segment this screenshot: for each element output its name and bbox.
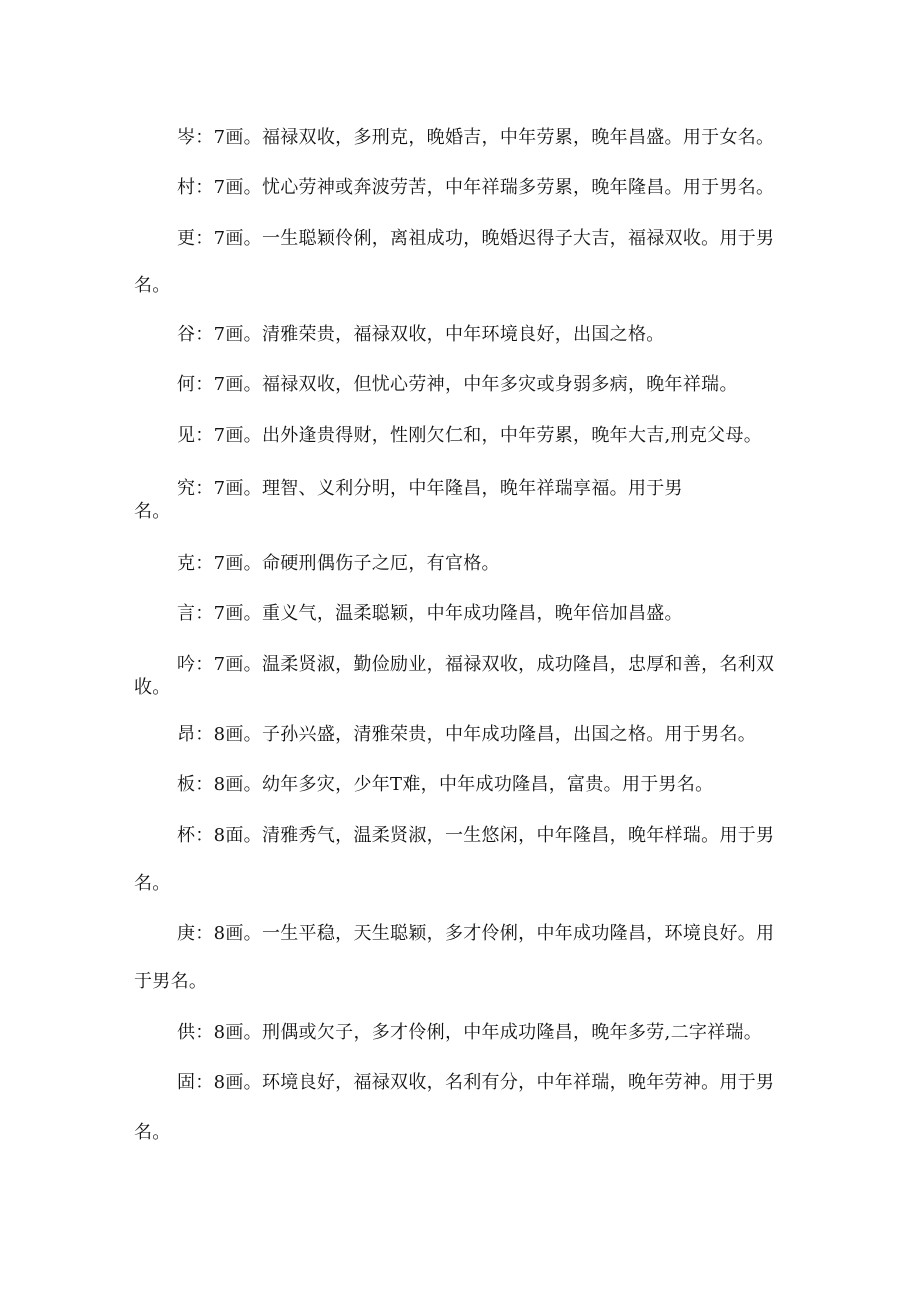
entry-jiu: 究：7画。理智、义利分明，中年隆昌，晚年祥瑞享福。用于男 bbox=[177, 478, 683, 499]
entry-geng2-continuation: 于男名。 bbox=[134, 971, 208, 992]
entry-ang: 昂：8画。子孙兴盛，清雅荣贵，中年成功隆昌，出国之格。用于男名。 bbox=[177, 724, 757, 745]
entry-geng: 更：7画。一生聪颖伶俐，离祖成功，晚婚迟得子大吉，福禄双收。用于男 bbox=[177, 228, 775, 249]
entry-yin: 吟：7画。温柔贤淑，勤俭励业，福禄双收，成功隆昌，忠厚和善，名利双 bbox=[177, 654, 775, 675]
entry-he: 何：7画。福禄双收，但忧心劳神，中年多灾或身弱多病，晚年祥瑞。 bbox=[177, 374, 738, 395]
entry-gu2: 固：8画。环境良好，福禄双收，名利有分，中年祥瑞，晚年劳神。用于男 bbox=[177, 1072, 775, 1093]
entry-geng2: 庚：8画。一生平稳，天生聪颖，多才伶俐，中年成功隆昌，环境良好。用 bbox=[177, 923, 775, 944]
entry-cen: 岑：7画。福禄双收，多刑克，晚婚吉，中年劳累，晚年昌盛。用于女名。 bbox=[177, 127, 775, 148]
entry-gu: 谷：7画。清雅荣贵，福禄双收，中年环境良好，出国之格。 bbox=[177, 324, 665, 345]
entry-ke: 克：7画。命硬刑偶伤子之厄，有官格。 bbox=[177, 553, 500, 574]
entry-ban: 板：8画。幼年多灾，少年T难，中年成功隆昌，富贵。用于男名。 bbox=[177, 774, 714, 795]
entry-yin-continuation: 收。 bbox=[134, 677, 171, 698]
entry-jian: 见：7画。出外逢贵得财，性刚欠仁和，中年劳累，晚年大吉,刑克父母。 bbox=[177, 425, 763, 446]
entry-bei-continuation: 名。 bbox=[134, 873, 171, 894]
entry-yan: 言：7画。重义气，温柔聪颖，中年成功隆昌，晚年倍加昌盛。 bbox=[177, 603, 683, 624]
entry-cun: 村：7画。忧心劳神或奔波劳苦，中年祥瑞多劳累，晚年隆昌。用于男名。 bbox=[177, 177, 775, 198]
entry-bei: 杯：8面。清雅秀气，温柔贤淑，一生悠闲，中年隆昌，晚年样瑞。用于男 bbox=[177, 825, 775, 846]
entry-jiu-continuation: 名。 bbox=[134, 501, 171, 522]
entry-gong: 供：8画。刑偶或欠子，多才伶俐，中年成功隆昌，晚年多劳,二字祥瑞。 bbox=[177, 1022, 763, 1043]
entry-geng-continuation: 名。 bbox=[134, 275, 171, 296]
entry-gu2-continuation: 名。 bbox=[134, 1122, 171, 1143]
